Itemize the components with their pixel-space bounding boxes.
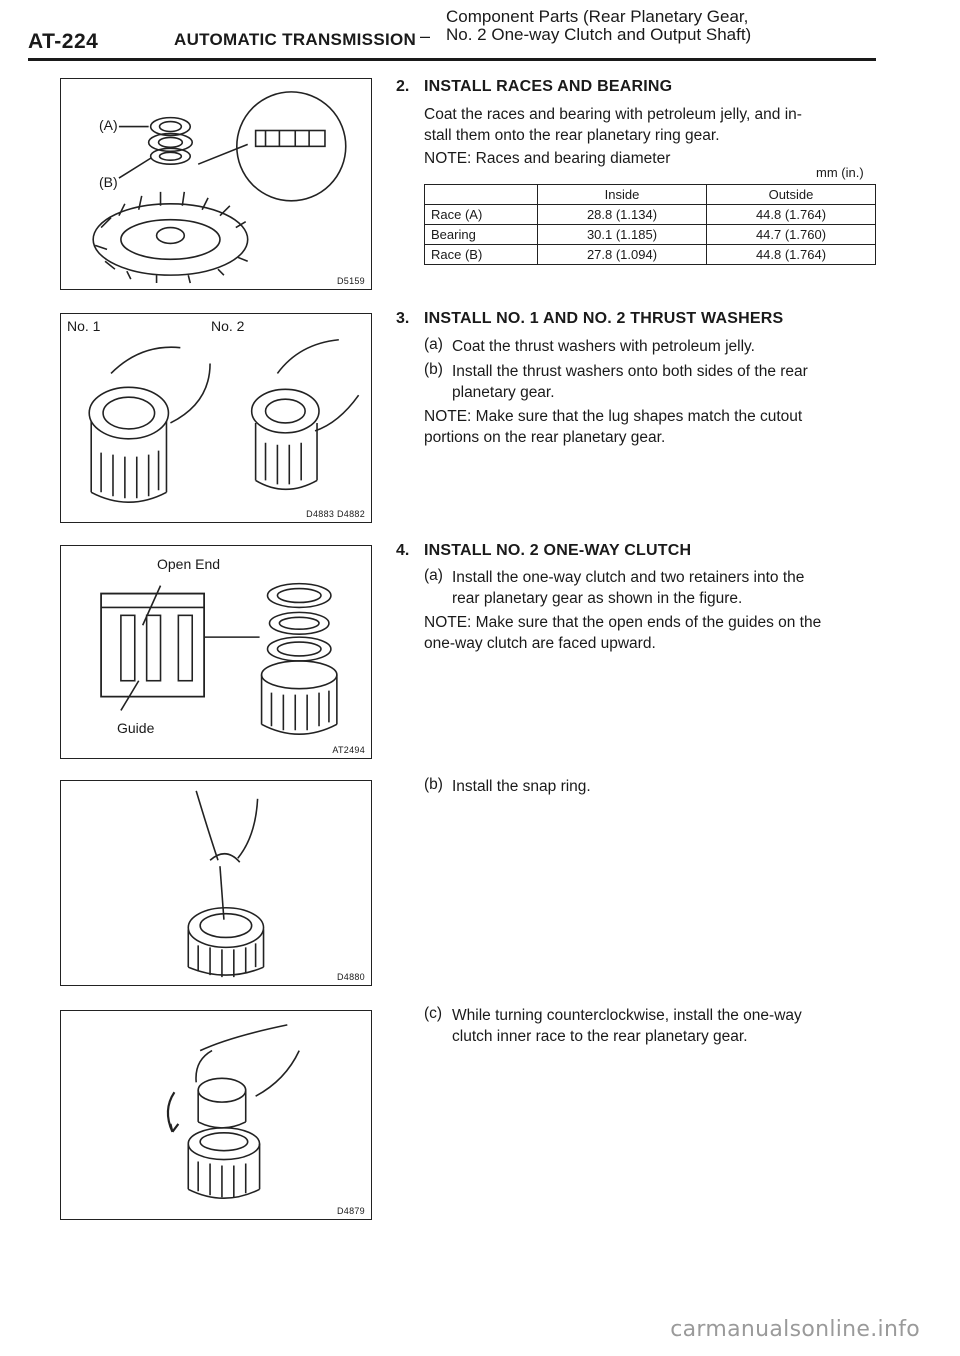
step-3-note [424,406,884,448]
figure-snap-ring [60,780,372,986]
step-4-heading: INSTALL NO. 2 ONE-WAY CLUTCH [424,542,692,559]
step-3-heading: INSTALL NO. 1 AND NO. 2 THRUST WASHERS [424,310,784,327]
one-way-clutch-illustration [61,546,371,758]
figure-code: D5159 [336,276,365,286]
table-header-row [425,185,876,205]
figure-thrust-washers [60,313,372,523]
step-3a-text: Coat the thrust washers with petroleum jelly. [452,338,755,355]
figure-code: D4879 [336,1206,365,1216]
table-row [425,205,876,225]
figure-inner-race [60,1010,372,1220]
step-3-note-line-1: NOTE: Make sure that the lug shapes match the cutout [424,408,803,425]
label-open-end: Open End [157,556,221,572]
step-2-text [424,104,884,146]
step-2-text-line-2: stall them onto the rear planetary ring gear. [424,127,720,144]
figure-code: D4883 D4882 [306,509,365,519]
table-header: Outside [707,185,876,205]
step-4c-text-line-1: While turning counterclockwise, install the one-way [452,1007,802,1024]
step-4-number: 4. [396,542,410,559]
step-3b-text-line-2: planetary gear. [452,384,555,401]
step-4-note [424,612,884,654]
figure-one-way-clutch [60,545,372,759]
figure-code: D4880 [336,972,365,982]
step-3b-text [452,361,882,403]
subtitle-line-1: Component Parts (Rear Planetary Gear, [446,7,749,26]
label-race-b: (B) [99,174,118,190]
table-units: mm (in.) [816,165,864,180]
step-4a-text [452,567,882,609]
table-cell: Bearing [425,225,538,245]
step-4-note-line-2: one-way clutch are faced upward. [424,635,656,652]
table-cell: 27.8 (1.094) [538,245,707,265]
step-4-note-line-1: NOTE: Make sure that the open ends of the guides on the [424,614,822,631]
step-2-number: 2. [396,78,410,95]
label-no1-washer: No. 1 [67,318,101,334]
table-header [425,185,538,205]
step-2-note: NOTE: Races and bearing diameter [424,150,671,167]
step-2-text-line-1: Coat the races and bearing with petroleum jelly, and in- [424,106,802,123]
figure-races-bearing [60,78,372,290]
label-guide: Guide [117,720,155,736]
step-3-number: 3. [396,310,410,327]
table-row [425,245,876,265]
step-4b-text: Install the snap ring. [452,778,591,795]
section-title: AUTOMATIC TRANSMISSION [174,30,417,49]
figure-code: AT2494 [332,745,365,755]
inner-race-illustration [61,1011,371,1219]
step-2-heading: INSTALL RACES AND BEARING [424,78,673,95]
subtitle-line-2: No. 2 One-way Clutch and Output Shaft) [446,25,752,44]
table-cell: 28.8 (1.134) [538,205,707,225]
step-4a-label: (a) [424,567,443,584]
table-cell: 44.7 (1.760) [707,225,876,245]
table-header: Inside [538,185,707,205]
header-rule [28,58,876,61]
table-cell: 44.8 (1.764) [707,245,876,265]
step-3-note-line-2: portions on the rear planetary gear. [424,429,666,446]
step-4a-text-line-2: rear planetary gear as shown in the figure. [452,590,743,607]
table-cell: 30.1 (1.185) [538,225,707,245]
step-3b-text-line-1: Install the thrust washers onto both sides of the rear [452,363,808,380]
table-cell: Race (B) [425,245,538,265]
step-4b-label: (b) [424,776,443,793]
page-subtitle [446,8,751,44]
snap-ring-illustration [61,781,371,985]
table-cell: Race (A) [425,205,538,225]
step-4c-text-line-2: clutch inner race to the rear planetary gear. [452,1028,748,1045]
step-4c-text [452,1005,882,1047]
thrust-washers-illustration [61,314,371,522]
title-dash: – [420,26,431,46]
table-row [425,225,876,245]
label-no2-washer: No. 2 [211,318,245,334]
step-3a-label: (a) [424,336,443,353]
races-bearing-diameter-table [424,184,876,265]
step-3b-label: (b) [424,361,443,378]
page-number: AT-224 [28,30,99,53]
table-cell: 44.8 (1.764) [707,205,876,225]
site-watermark: carmanualsonline.info [670,1317,920,1342]
label-race-a: (A) [99,117,118,133]
step-4c-label: (c) [424,1005,443,1022]
step-4a-text-line-1: Install the one-way clutch and two retainers into the [452,569,805,586]
